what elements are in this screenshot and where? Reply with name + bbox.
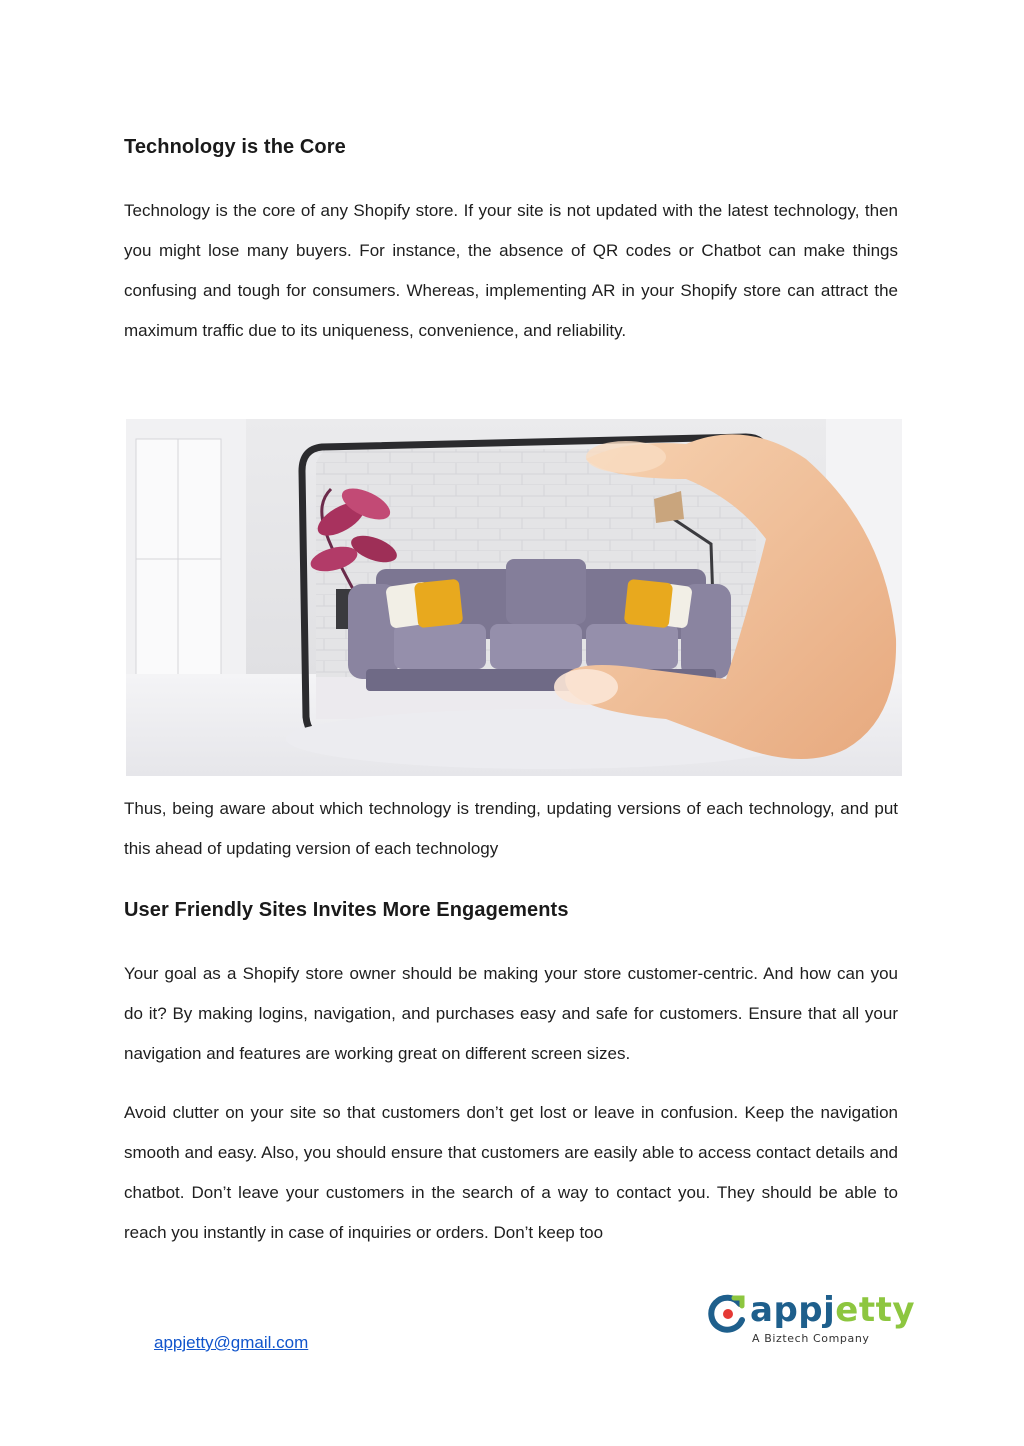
section-heading-technology: Technology is the Core [124,136,346,158]
section-heading-user-friendly: User Friendly Sites Invites More Engagements [124,899,569,921]
appjetty-logo-icon [708,1294,748,1334]
paragraph-technology: Technology is the core of any Shopify store. If your site is not updated with the latest technology, then you might lose many buyers. For instance, the absence of QR codes or Chatbot can make things confusing and tough for consumers. Whereas, implementing AR in your Shopify store can attract the maximum traffic due to its uniqueness, convenience, and reliability. [124,201,898,340]
appjetty-logo-tagline: A Biztech Company [752,1332,870,1345]
appjetty-logo-word: appjetty [750,1290,916,1330]
ar-sofa-illustration [126,419,902,776]
appjetty-logo [708,1290,916,1350]
paragraph-technology-followup: Thus, being aware about which technology is trending, updating versions of each technology, and put this ahead of updating version of each technology [124,799,898,858]
footer-email-link[interactable]: appjetty@gmail.com [154,1333,309,1352]
paragraph-user-friendly-1: Your goal as a Shopify store owner should be making your store customer-centric. And how can you do it? By making logins, navigation, and purchases easy and safe for customers. Ensure that all your navigation and features are working great on different screen sizes. [124,964,898,1063]
paragraph-user-friendly-2: Avoid clutter on your site so that customers don’t get lost or leave in confusion. Keep the navigation smooth and easy. Also, you should ensure that customers are easily able to access contact details and chatbot. Don’t leave your customers in the search of a way to contact you. They should be able to reach you instantly in case of inquiries or orders. Don’t keep too [124,1103,898,1242]
